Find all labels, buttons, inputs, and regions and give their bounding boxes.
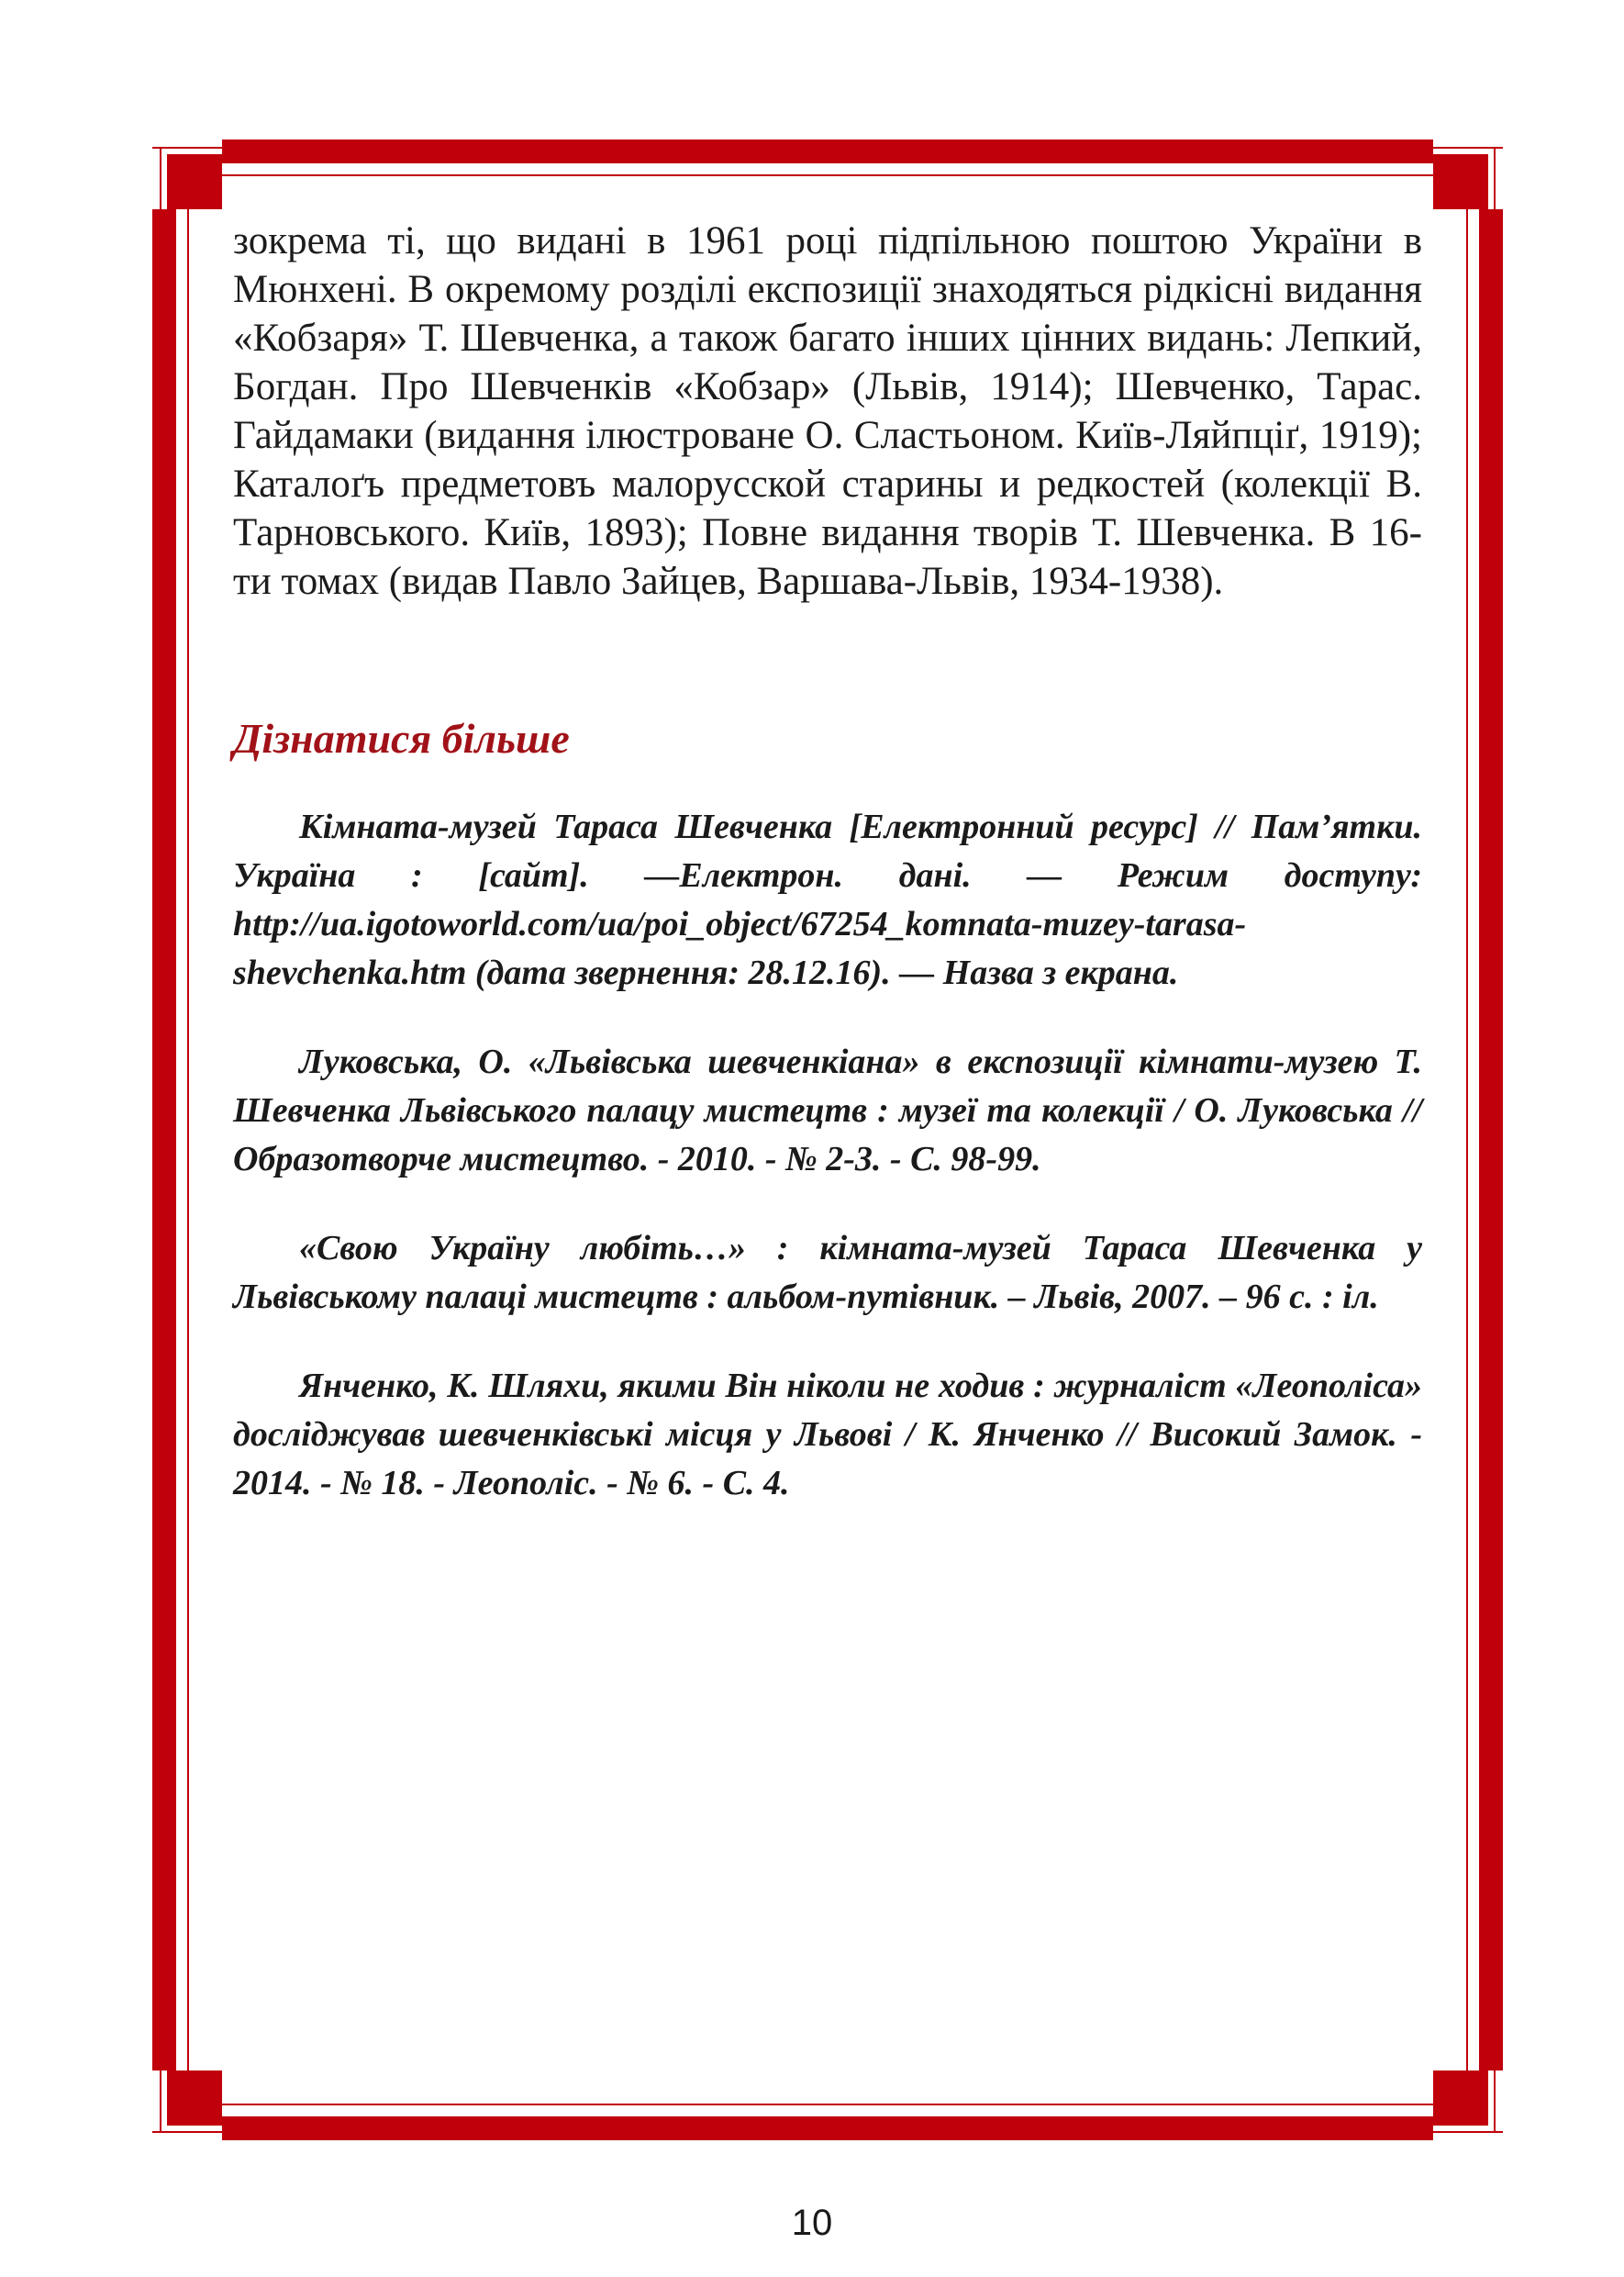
frame-outer-line-bottom (152, 2131, 1503, 2133)
frame-outer-line-top (152, 147, 1503, 149)
body-paragraph: зокрема ті, що видані в 1961 році підпільною поштою України в Мюнхені. В окремому розділі експозиції знаходяться рідкісні видання «Кобзаря» Т. Шевченка, а також багато інших цінних видань: Лепкий, Богдан. Про Шевченків «Кобзар» (Львів, 1914); Шевченко, Тарас. Гайдамаки (видання ілюстроване О. Сластьоном. Київ-Ляйпціґ, 1919); Каталоґъ предметовъ малорусской старины и редкостей (колекції В. Тарновського. Київ, 1893); Повне видання творів Т. Шевченка. В 16-ти томах (видав Павло Зайцев, Варшава-Львів, 1934-1938). (233, 219, 1422, 603)
frame-corner-bottom-left (167, 2071, 222, 2126)
reference-item: Кімната-музей Тараса Шевченка [Електронний ресурс] // Пам’ятки. Україна : [сайт]. —Електрон. дані. — Режим доступу: http://ua.igotoworld.com/ua/poi_object/67254_komnata-muzey-tarasa-shevchenka.htm (дата звернення: 28.12.16). — Назва з екрана. (233, 808, 1422, 992)
frame-inner-line-left (187, 174, 189, 2105)
reference-item: «Свою Україну любіть…» : кімната-музей Тараса Шевченка у Львівському палаці мистецтв : альбом-путівник. – Львів, 2007. – 96 с. : іл. (233, 1229, 1422, 1316)
references-list (233, 803, 1422, 1508)
frame-outer-line-left (160, 147, 161, 2133)
frame-outer-line-right (1494, 147, 1496, 2133)
frame-top-bar (222, 140, 1433, 163)
reference-item: Луковська, О. «Львівська шевченкіана» в експозиції кімнати-музею Т. Шевченка Львівського палацу мистецтв : музеї та колекції / О. Луковська // Образотворче мистецтво. - 2010. - № 2-3. - С. 98-99. (233, 1043, 1422, 1178)
frame-corner-bottom-right (1433, 2071, 1488, 2126)
frame-corner-top-left (167, 154, 222, 209)
page-number: 10 (791, 2203, 833, 2243)
section-heading: Дізнатися більше (233, 715, 570, 762)
frame-inner-line-right (1466, 174, 1468, 2105)
reference-item: Янченко, К. Шляхи, якими Він ніколи не ходив : журналіст «Леополіса» досліджував шевченківські місця у Львові / К. Янченко // Високий Замок. - 2014. - № 18. - Леополіс. - № 6. - С. 4. (233, 1367, 1422, 1502)
frame-bottom-bar (222, 2116, 1433, 2140)
frame-right-bar (1479, 209, 1503, 2071)
frame-inner-line-bottom (187, 2104, 1468, 2105)
frame-corner-top-right (1433, 154, 1488, 209)
frame-left-bar (152, 209, 176, 2071)
frame-inner-line-top (187, 174, 1468, 176)
page-content (233, 217, 1422, 1548)
